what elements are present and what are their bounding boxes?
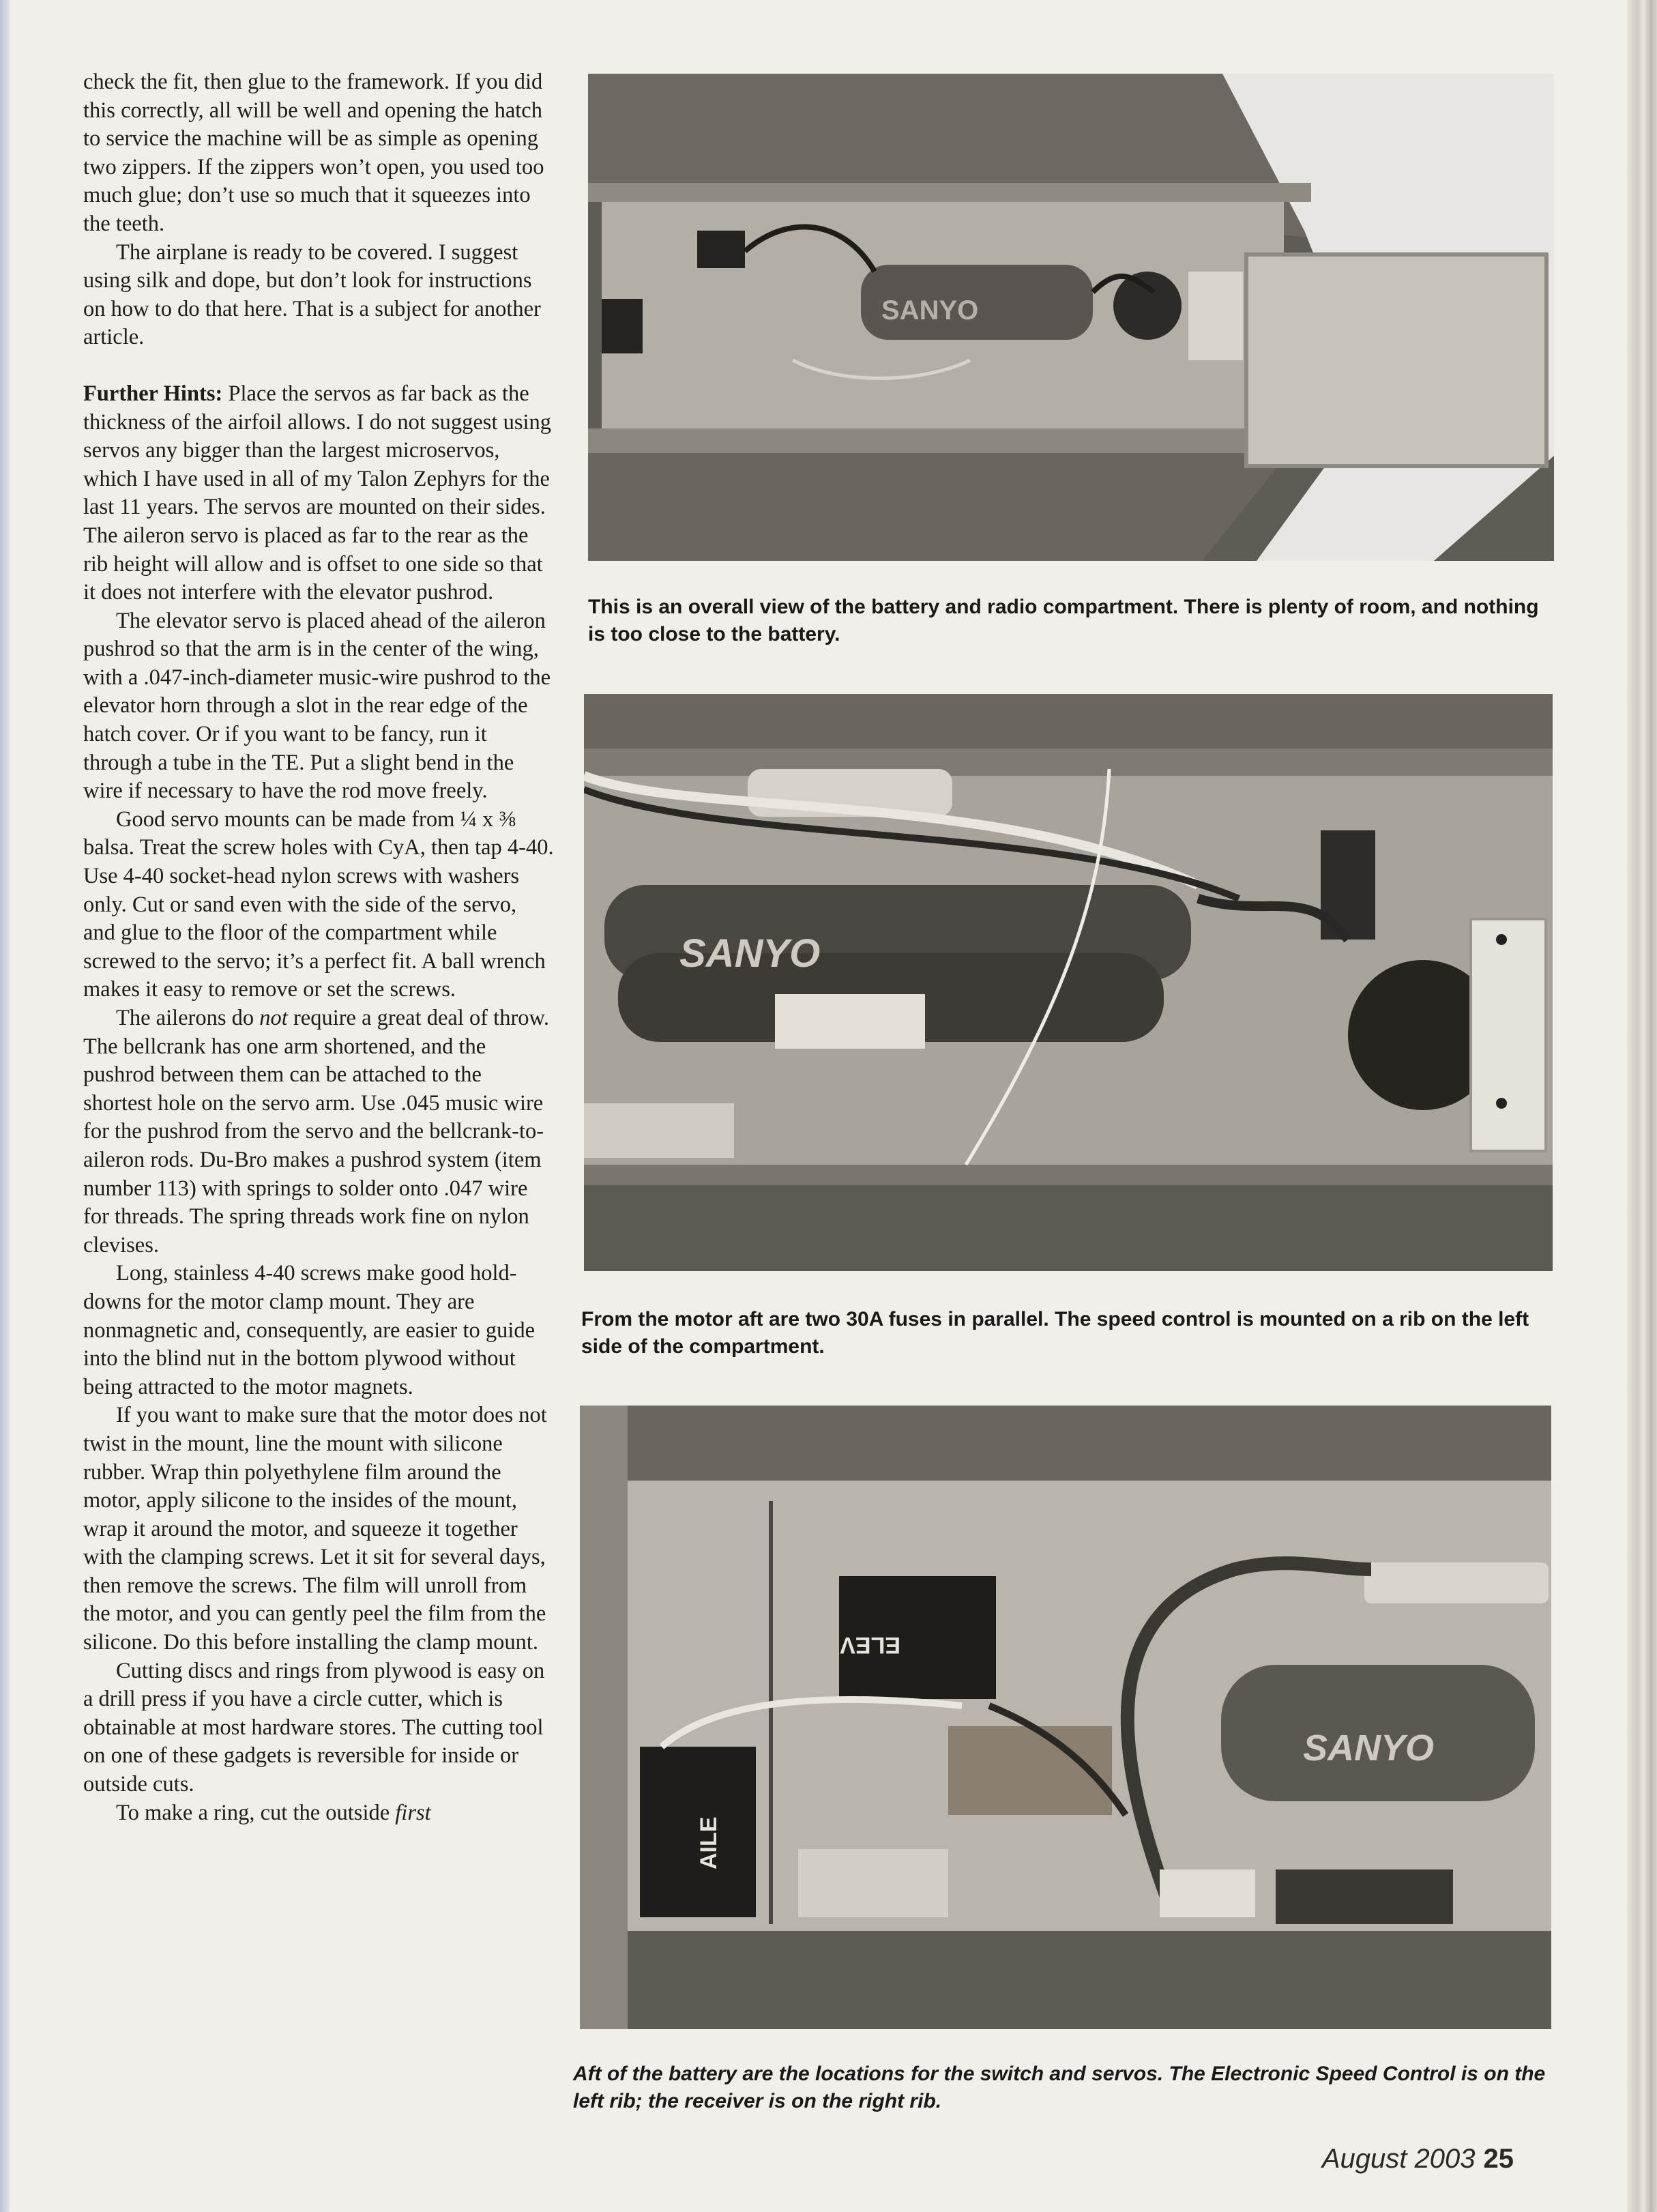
page-footer bbox=[1322, 2144, 1514, 2174]
photo-2-caption: From the motor aft are two 30A fuses in parallel. The speed control is mounted on a rib on the left side of the compartment. bbox=[581, 1308, 1529, 1358]
issue-date: August 2003 bbox=[1321, 2144, 1476, 2174]
paragraph bbox=[83, 1799, 554, 1828]
binding-edge bbox=[0, 0, 10, 2212]
emphasis: not bbox=[259, 1006, 288, 1030]
paragraph: If you want to make sure that the motor does not twist in the mount, line the mount with silicone rubber. Wrap thin polyethylene film around the motor, apply silicone to the insides of the mount, wrap it around the motor, and squeeze it together with the clamping screws. Let it sit for several days, then remove the screws. The film will unroll from the motor, and you can gently peel the film from the silicone. Do this before installing the clamp mount. bbox=[83, 1403, 547, 1655]
photo-overall-compartment bbox=[588, 74, 1554, 561]
servo-elev-label: ELEV bbox=[840, 1632, 900, 1658]
photo-1-caption: This is an overall view of the battery and radio compartment. There is plenty of room, and nothing is too close to the battery. bbox=[588, 596, 1539, 645]
photo-3-caption: Aft of the battery are the locations for the switch and servos. The Electronic Speed Control is on the left rib; the receiver is on the right rib. bbox=[573, 2063, 1546, 2112]
photo-3-illustration bbox=[580, 1406, 1551, 2029]
battery-brand-label: SANYO bbox=[881, 295, 979, 325]
photo-2-illustration bbox=[584, 694, 1553, 1271]
hints-heading: Further Hints: bbox=[83, 381, 223, 406]
paragraph bbox=[83, 1004, 554, 1260]
battery-brand-label: SANYO bbox=[1303, 1728, 1435, 1769]
paragraph: Good servo mounts can be made from ¼ x ⅜ balsa. Treat the screw holes with CyA, then tap 4-40. Use 4-40 socket-head nylon screws with washers only. Cut or sand even with the side of the servo, and glue to the floor of the compartment while screwed to the servo; it’s a perfect fit. A ball wrench makes it easy to remove or set the screws. bbox=[83, 806, 554, 1002]
paragraph: Cutting discs and rings from plywood is easy on a drill press if you have a circle cutter, which is obtainable at most hardware stores. The cutting tool on one of these gadgets is reversible for inside or outside cuts. bbox=[83, 1658, 545, 1797]
paragraph-further-hints bbox=[83, 380, 554, 607]
paragraph: The airplane is ready to be covered. I suggest using silk and dope, but don’t look for instructions on how to do that here. That is a subject for another article. bbox=[83, 239, 541, 350]
servo-aile-label: AILE bbox=[696, 1816, 722, 1869]
paragraph-text: To make a ring, cut the outside bbox=[116, 1800, 396, 1825]
page-edge bbox=[1627, 0, 1657, 2212]
article-text-column bbox=[83, 68, 554, 1827]
emphasis: first bbox=[395, 1800, 431, 1825]
paragraph: check the fit, then glue to the framework. If you did this correctly, all will be well and opening the hatch to service the machine will be as simple as opening two zippers. If the zippers won’t open, you used too much glue; don’t use so much that it squeezes into the teeth. bbox=[83, 70, 544, 236]
photo-switch-servos bbox=[580, 1406, 1551, 2029]
paragraph-text: The ailerons do bbox=[116, 1006, 260, 1030]
paragraph-text: require a great deal of throw. The bellcrank has one arm shortened, and the pushrod between them can be attached to the shortest hole on the servo arm. Use .045 music wire for the pushrod from the servo and the bellcrank-to-aileron rods. Du-Bro makes a pushrod system (item number 113) with springs to solder onto .047 wire for threads. The spring threads work fine on nylon clevises. bbox=[83, 1006, 550, 1257]
battery-brand-label: SANYO bbox=[679, 931, 821, 976]
photo-motor-fuses bbox=[584, 694, 1553, 1271]
paragraph: The elevator servo is placed ahead of the aileron pushrod so that the arm is in the center of the wing, with a .047-inch-diameter music-wire pushrod to the elevator horn through a slot in the rear edge of the hatch cover. Or if you want to be fancy, run it through a tube in the TE. Put a slight bend in the wire if necessary to have the rod move freely. bbox=[83, 608, 551, 804]
paragraph-text: Place the servos as far back as the thickness of the airfoil allows. I do not suggest using servos any bigger than the largest microservos, which I have used in all of my Talon Zephyrs for the last 11 years. The servos are mounted on their sides. The aileron servo is placed as far to the rear as the rib height will allow and is offset to one side so that it does not interfere with the elevator pushrod. bbox=[83, 381, 552, 605]
paragraph: Long, stainless 4-40 screws make good hold-downs for the motor clamp mount. They are nonmagnetic and, consequently, are easier to guide into the blind nut in the bottom plywood without being attracted to the motor magnets. bbox=[83, 1261, 536, 1399]
photo-1-illustration bbox=[588, 74, 1554, 561]
page-number: 25 bbox=[1483, 2144, 1514, 2174]
